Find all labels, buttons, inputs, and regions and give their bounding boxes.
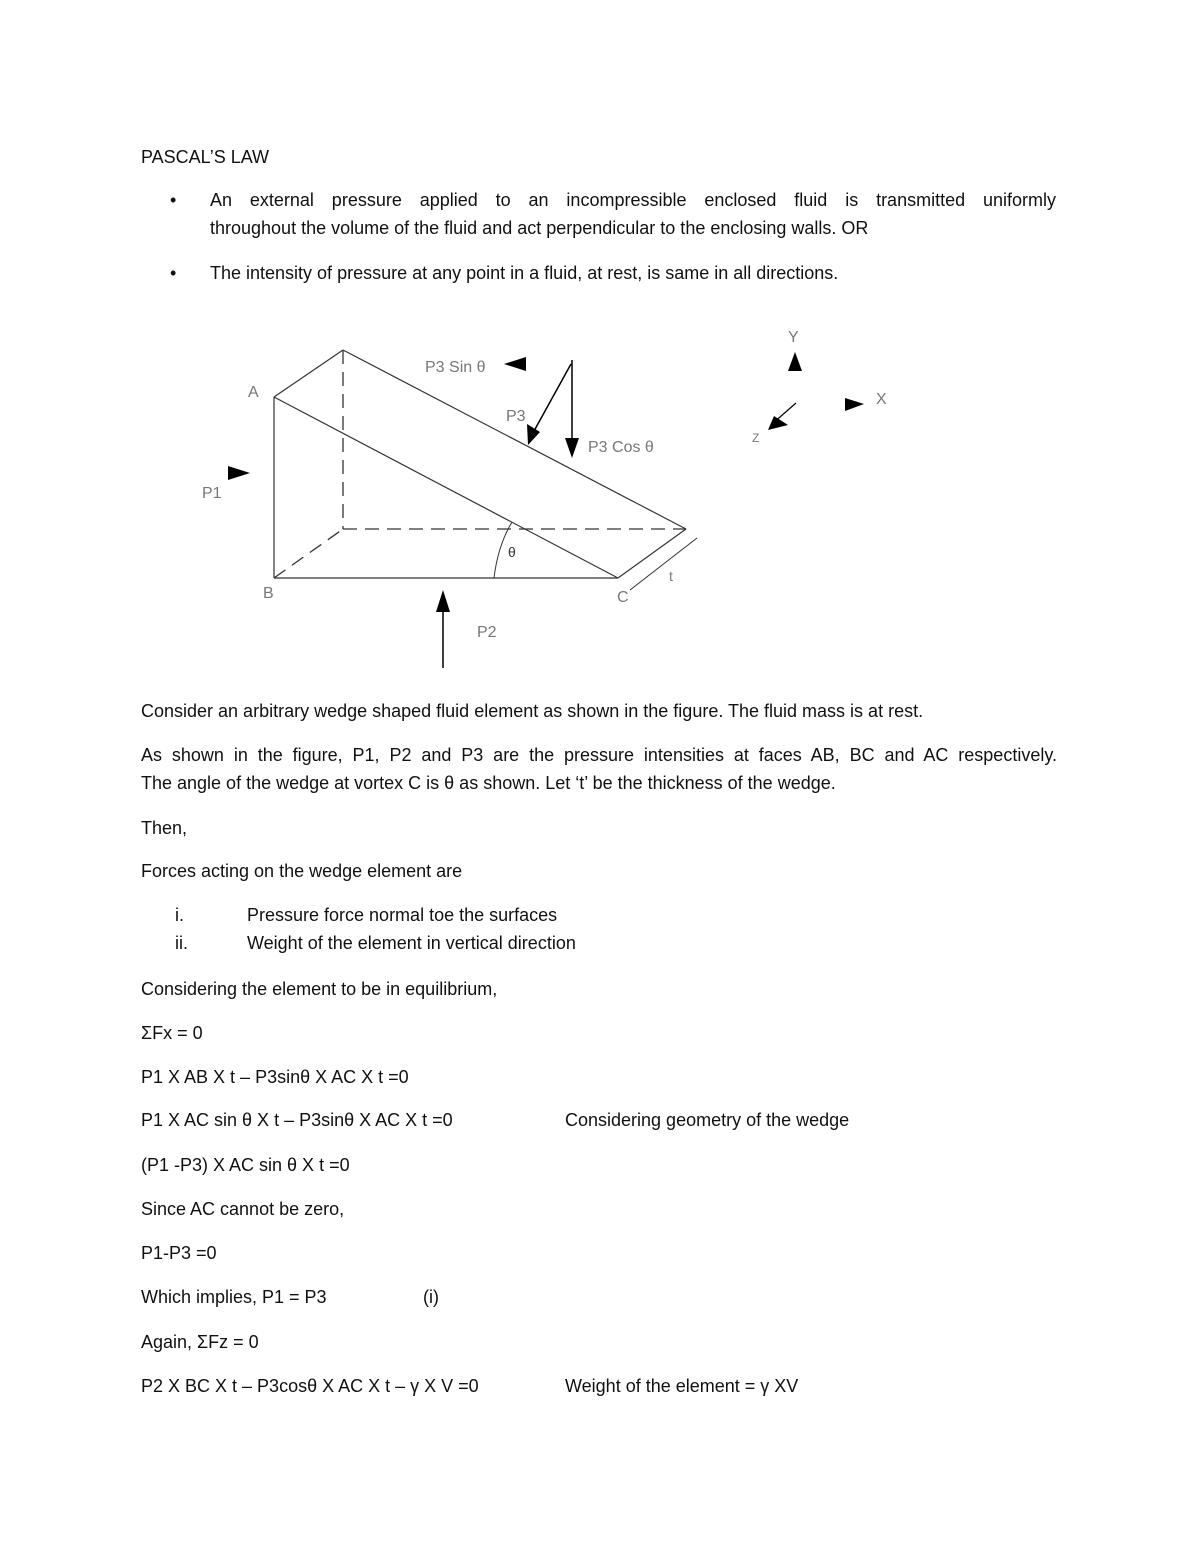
edge-AC <box>274 397 618 578</box>
label-P2: P2 <box>477 624 497 641</box>
equation-3-note: Considering geometry of the wedge <box>565 1110 850 1130</box>
equation-3: P1 X AC sin θ X t – P3sinθ X AC X t =0 <box>141 1110 453 1130</box>
again-text: Again, ΣFz = 0 <box>141 1332 259 1352</box>
equation-tag: (i) <box>423 1287 439 1307</box>
Y-axis-arrow <box>788 352 802 371</box>
label-A: A <box>248 384 259 401</box>
list-num: i. <box>175 905 184 925</box>
as-shown-line1: As shown in the figure, P1, P2 and P3 are the pressure intensities at faces AB, BC and AC respectively. <box>141 745 1057 765</box>
label-P3: P3 <box>506 408 526 425</box>
P1-arrow-head <box>228 466 250 480</box>
axis-Z-label: Z <box>752 431 760 445</box>
label-theta: θ <box>508 544 516 560</box>
axis-X-label: X <box>876 391 887 408</box>
list-item: Pressure force normal toe the surfaces <box>247 905 558 925</box>
equation-2: P1 X AB X t – P3sinθ X AC X t =0 <box>141 1067 409 1087</box>
P3-arrow-shaft <box>534 364 571 431</box>
then-text: Then, <box>141 818 188 838</box>
implies-text: Which implies, P1 = P3 <box>141 1287 327 1307</box>
label-P3cos: P3 Cos θ <box>588 439 654 456</box>
heading: PASCAL’S LAW <box>141 147 270 167</box>
bullet1-line1: An external pressure applied to an incompressible enclosed fluid is transmitted uniformly <box>210 190 1056 210</box>
equation-6-note: Weight of the element = γ XV <box>565 1376 799 1396</box>
hidden-depth-B <box>274 529 343 578</box>
list-item: Weight of the element in vertical direction <box>247 933 576 953</box>
edge-top <box>274 350 343 397</box>
forces-text: Forces acting on the wedge element are <box>141 861 463 881</box>
edge-C-depth <box>618 529 686 578</box>
P2-arrow-head <box>436 590 450 612</box>
equilibrium-text: Considering the element to be in equilibrium, <box>141 979 498 999</box>
label-P3sin: P3 Sin θ <box>425 359 486 376</box>
label-C: C <box>617 589 629 606</box>
X-axis-arrow <box>845 398 864 411</box>
label-B: B <box>263 585 274 602</box>
bullet-dot: • <box>170 263 177 283</box>
P3cos-arrow-head <box>565 438 579 458</box>
since-text: Since AC cannot be zero, <box>141 1199 345 1219</box>
bullet2: The intensity of pressure at any point in a fluid, at rest, is same in all directions. <box>210 263 839 283</box>
P3sin-arrow-head <box>504 357 526 371</box>
list-num: ii. <box>175 933 188 953</box>
axis-Y-label: Y <box>788 329 799 346</box>
consider-text: Consider an arbitrary wedge shaped fluid element as shown in the figure. The fluid mass is at rest. <box>141 701 924 721</box>
equation-sum-fx: ΣFx = 0 <box>141 1023 203 1043</box>
P3-arrow-head <box>527 424 540 445</box>
as-shown-line2: The angle of the wedge at vortex C is θ as shown. Let ‘t’ be the thickness of the wedge. <box>141 773 836 793</box>
bullet1-line2: throughout the volume of the fluid and act perpendicular to the enclosing walls. OR <box>210 218 869 238</box>
equation-5: P1-P3 =0 <box>141 1243 217 1263</box>
label-P1: P1 <box>202 485 222 502</box>
label-t: t <box>669 568 673 584</box>
wedge-figure <box>0 0 1200 700</box>
equation-4: (P1 -P3) X AC sin θ X t =0 <box>141 1155 350 1175</box>
bullet-dot: • <box>170 190 177 210</box>
equation-6: P2 X BC X t – P3cosθ X AC X t – γ X V =0 <box>141 1376 479 1396</box>
